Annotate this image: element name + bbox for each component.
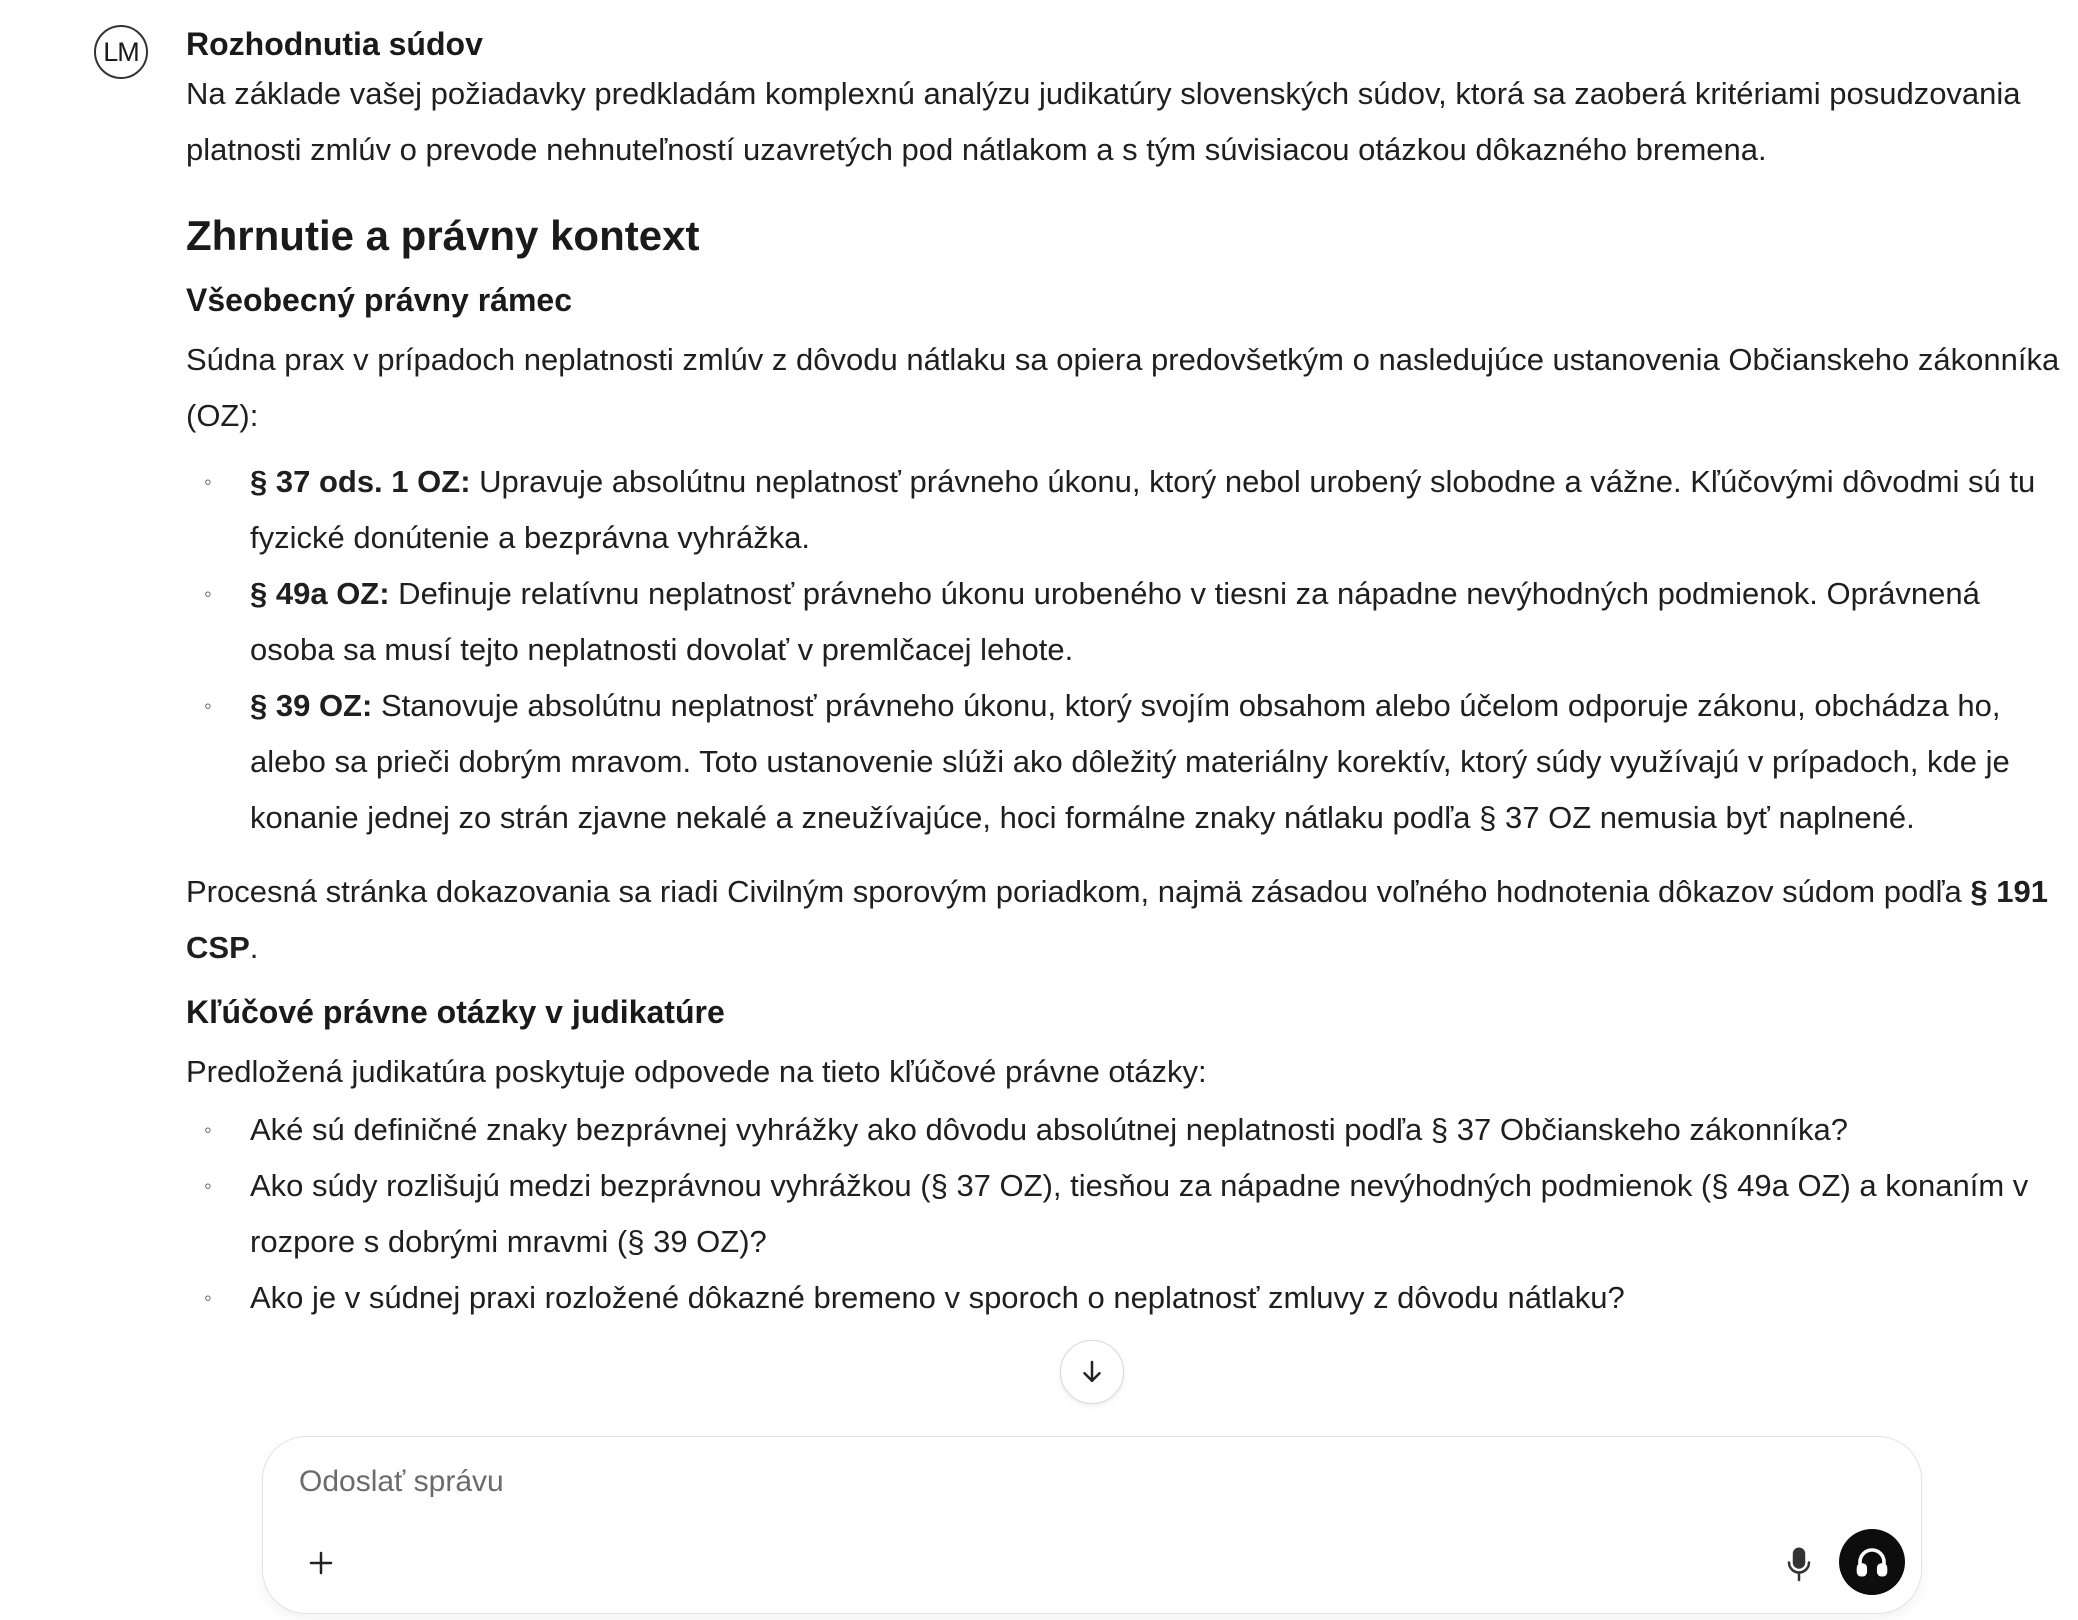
question-text: Ako je v súdnej praxi rozložené dôkazné bremeno v sporoch o neplatnosť zmluvy z dôvodu nátlaku?: [250, 1280, 1625, 1315]
provision-text: Upravuje absolútnu neplatnosť právneho úkonu, ktorý nebol urobený slobodne a vážne. Kľúčovými dôvodmi sú tu fyzické donútenie a bezprávna vyhrážka.: [250, 464, 2036, 555]
bullet-icon: ◦: [204, 1285, 212, 1310]
message-content: [186, 22, 2066, 1326]
question-text: Ako súdy rozlišujú medzi bezprávnou vyhrážkou (§ 37 OZ), tiesňou za nápadne nevýhodných podmienok (§ 49a OZ) a konaním v rozpore s dobrými mravmi (§ 39 OZ)?: [250, 1168, 2029, 1259]
message-input[interactable]: [299, 1465, 1699, 1499]
list-item: [186, 566, 2066, 678]
list-item: [186, 1102, 2066, 1158]
list-item: [186, 1158, 2066, 1270]
bullet-icon: ◦: [204, 581, 212, 606]
key-questions-lead: Predložená judikatúra poskytuje odpovede na tieto kľúčové právne otázky:: [186, 1054, 1207, 1089]
procedural-bold: § 191 CSP: [186, 874, 2048, 965]
list-item: [186, 678, 2066, 846]
headphones-icon: [1854, 1544, 1890, 1580]
provision-text: Stanovuje absolútnu neplatnosť právneho úkonu, ktorý svojím obsahom alebo účelom odporuje zákonu, obchádza ho, alebo sa prieči dobrým mravom. Toto ustanovenie slúži ako dôležitý materiálny korektív, ktorý súdy využívajú v prípadoch, kde je konanie jednej zo strán zjavne nekalé a zneužívajúce, hoci formálne znaky nátlaku podľa § 37 OZ nemusia byť naplnené.: [250, 688, 2010, 835]
assistant-avatar: LM: [94, 25, 148, 79]
arrow-down-icon: [1077, 1357, 1107, 1387]
intro-paragraph: Na základe vašej požiadavky predkladám komplexnú analýzu judikatúry slovenských súdov, ktorá sa zaoberá kritériami posudzovania platnosti zmlúv o prevode nehnuteľností uzavretých pod nátlakom a s tým súvisiacou otázkou dôkazného bremena.: [186, 76, 2021, 167]
subheading-key-questions: Kľúčové právne otázky v judikatúre: [186, 994, 725, 1030]
procedural-paragraph: [186, 864, 2066, 976]
question-text: Aké sú definičné znaky bezprávnej vyhrážky ako dôvodu absolútnej neplatnosti podľa § 37 Občianskeho zákonníka?: [250, 1112, 1848, 1147]
plus-icon: [306, 1548, 336, 1578]
list-item: [186, 1270, 2066, 1326]
provision-label: § 37 ods. 1 OZ:: [250, 464, 471, 499]
bullet-icon: ◦: [204, 1173, 212, 1198]
legal-provisions-list: [186, 454, 2066, 846]
bullet-icon: ◦: [204, 469, 212, 494]
dictate-button[interactable]: [1775, 1539, 1823, 1591]
microphone-icon: [1784, 1546, 1814, 1584]
voice-mode-button[interactable]: [1839, 1529, 1905, 1595]
list-item: [186, 454, 2066, 566]
bullet-icon: ◦: [204, 693, 212, 718]
procedural-text: Procesná stránka dokazovania sa riadi Civilným sporovým poriadkom, najmä zásadou voľného hodnotenia dôkazov súdom podľa: [186, 874, 1971, 909]
message-composer: [262, 1436, 1922, 1614]
legal-framework-lead: Súdna prax v prípadoch neplatnosti zmlúv z dôvodu nátlaku sa opiera predovšetkým o nasledujúce ustanovenia Občianskeho zákonníka (OZ):: [186, 342, 2060, 433]
bullet-icon: ◦: [204, 1117, 212, 1142]
key-questions-list: [186, 1102, 2066, 1326]
scroll-to-bottom-button[interactable]: [1060, 1340, 1124, 1404]
subheading-legal-framework: Všeobecný právny rámec: [186, 282, 572, 318]
provision-label: § 49a OZ:: [250, 576, 390, 611]
sender-name: Rozhodnutia súdov: [186, 26, 483, 62]
provision-label: § 39 OZ:: [250, 688, 373, 723]
provision-text: Definuje relatívnu neplatnosť právneho úkonu urobeného v tiesni za nápadne nevýhodných podmienok. Oprávnená osoba sa musí tejto neplatnosti dovolať v premlčacej lehote.: [250, 576, 1980, 667]
add-attachment-button[interactable]: [297, 1539, 345, 1587]
procedural-end: .: [249, 930, 259, 965]
section-heading: Zhrnutie a právny kontext: [186, 212, 700, 259]
